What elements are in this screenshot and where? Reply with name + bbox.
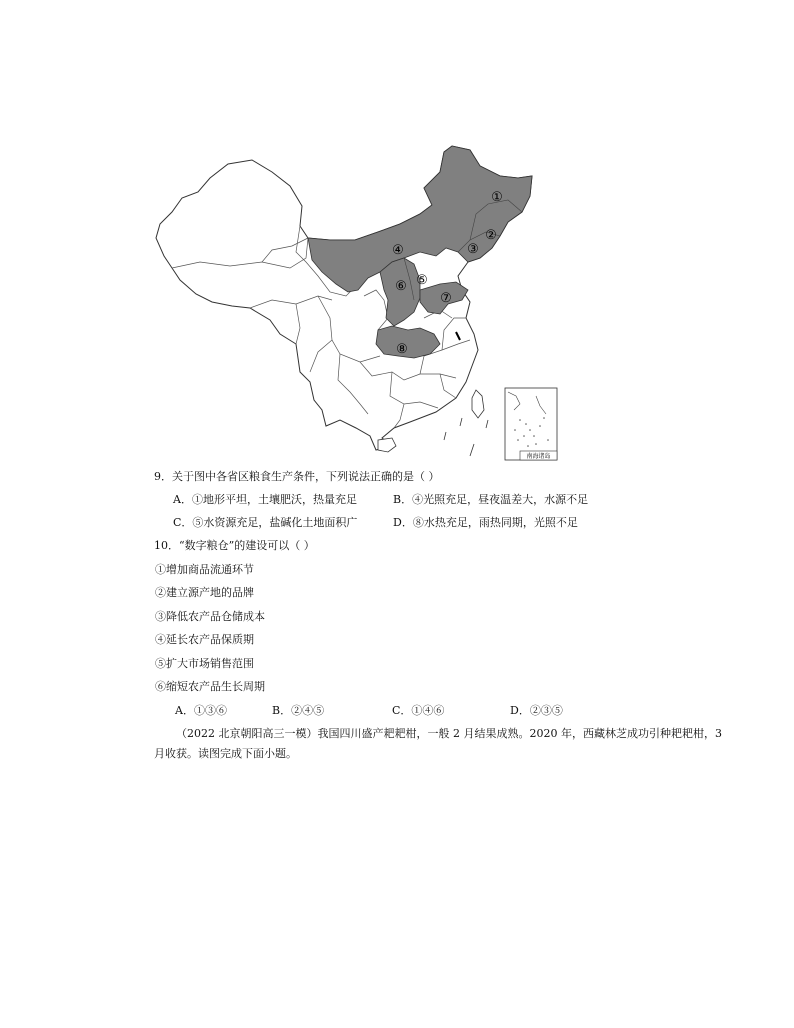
label-4: ④ <box>392 243 404 258</box>
label-2: ② <box>485 228 497 243</box>
label-8: ⑧ <box>396 342 408 357</box>
q9-option-c: C．⑤水资源充足，盐碱化土地面积广 <box>173 516 358 529</box>
label-6: ⑥ <box>395 279 407 294</box>
taiwan-island <box>472 390 484 418</box>
q10-statement-6: ⑥缩短农产品生长周期 <box>155 680 265 693</box>
label-7: ⑦ <box>440 291 452 306</box>
q9-option-a: A．①地形平坦，土壤肥沃，热量充足 <box>173 493 357 506</box>
label-1: ① <box>491 190 503 205</box>
q9-option-b: B．④光照充足，昼夜温差大，水源不足 <box>393 493 589 506</box>
q9-option-d: D．⑧水热充足，雨热同期，光照不足 <box>393 516 578 529</box>
q10-statement-4: ④延长农产品保质期 <box>155 633 254 646</box>
q10-option-c: C．①④⑥ <box>392 704 445 717</box>
q10-stem: 10．“数字粮仓”的建设可以（ ） <box>154 539 315 552</box>
q10-statement-2: ②建立源产地的品牌 <box>155 586 254 599</box>
q9-stem: 9．关于图中各省区粮食生产条件，下列说法正确的是（ ） <box>154 470 440 483</box>
label-5: ⑤ <box>416 273 428 288</box>
reading-intro: （2022 北京朝阳高三一模）我国四川盛产耙耙柑，一般 2 月结果成熟。2020 年，西藏林芝成功引种耙耙柑，3 月收获。读图完成下面小题。 <box>154 727 722 760</box>
q10-statement-3: ③降低农产品仓储成本 <box>155 610 265 623</box>
q10-option-d: D．②③⑤ <box>510 704 563 717</box>
label-3: ③ <box>467 242 479 257</box>
q10-statement-1: ①增加商品流通环节 <box>155 563 254 576</box>
q10-option-b: B．②④⑤ <box>272 704 325 717</box>
q10-option-a: A．①③⑥ <box>175 704 227 717</box>
hainan-island <box>378 438 396 452</box>
china-province-map <box>150 140 590 465</box>
inset-caption: 南海诸岛 <box>526 453 551 460</box>
q10-statement-5: ⑤扩大市场销售范围 <box>155 657 254 670</box>
south-china-sea-inset <box>505 388 557 460</box>
